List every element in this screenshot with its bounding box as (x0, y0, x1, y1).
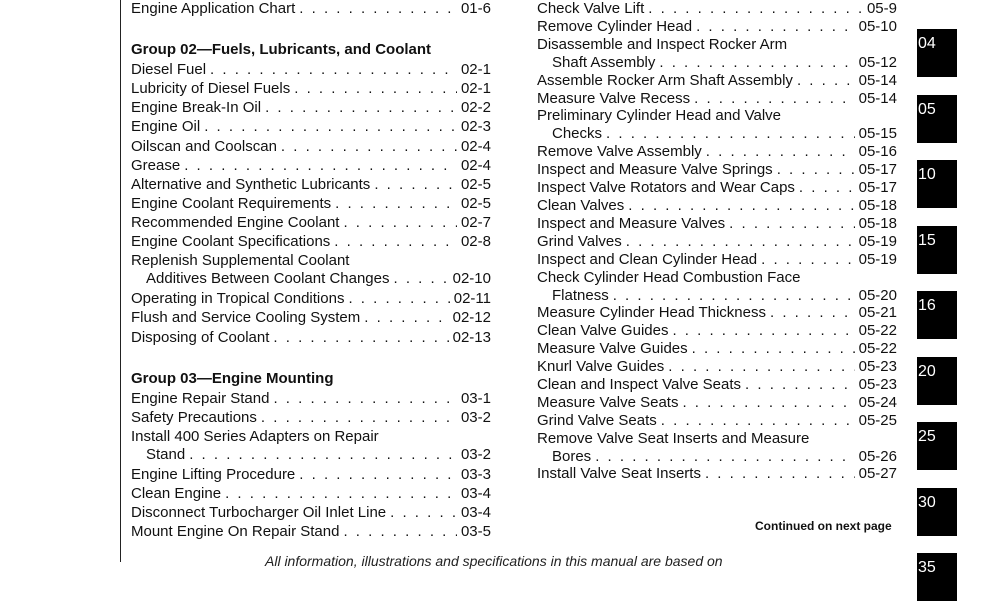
toc-entry-replenish-supplemental-coolant[interactable] (131, 252, 491, 288)
toc-entry-engine-lifting-procedure[interactable] (131, 466, 491, 484)
dot-leader (210, 61, 457, 79)
section-tab-30[interactable]: 30 (917, 488, 957, 536)
section-tab-25[interactable]: 25 (917, 422, 957, 470)
entry-title: Engine Break-In Oil (131, 99, 262, 117)
entry-title: Disconnect Turbocharger Oil Inlet Line (131, 504, 387, 522)
entry-page-number: 05-26 (858, 447, 897, 465)
dot-leader (659, 54, 854, 72)
section-tab-15[interactable]: 15 (917, 226, 957, 274)
dot-leader (184, 157, 457, 175)
entry-title: Grind Valve Seats (537, 411, 657, 429)
entry-title: Clean and Inspect Valve Seats (537, 375, 742, 393)
entry-title: Clean Valves (537, 196, 625, 214)
entry-page-number: 05-20 (858, 286, 897, 304)
dot-leader (294, 80, 457, 98)
entry-page-number: 05-17 (858, 161, 897, 179)
entry-title: Engine Coolant Specifications (131, 233, 331, 250)
dot-leader (261, 409, 457, 427)
entry-title: Assemble Rocker Arm Shaft Assembly (537, 71, 793, 89)
dot-leader (777, 161, 855, 179)
entry-page-number: 02-1 (460, 80, 491, 98)
entry-title: Engine Repair Stand (131, 389, 270, 407)
entry-page-number: 05-25 (858, 411, 897, 429)
section-tab-20[interactable]: 20 (917, 357, 957, 405)
entry-title: Inspect and Clean Cylinder Head (537, 250, 758, 268)
entry-page-number: 05-21 (858, 304, 897, 322)
entry-title: Measure Valve Guides (537, 340, 688, 358)
entry-title: Measure Valve Recess (537, 89, 691, 107)
dot-leader (682, 394, 854, 412)
entry-title: Clean Valve Guides (537, 322, 669, 340)
toc-entry-grind-valve-seats[interactable] (537, 412, 897, 430)
section-tab-16[interactable]: 16 (917, 291, 957, 339)
dot-leader (281, 138, 457, 156)
entry-title: Check Valve Lift (537, 0, 645, 17)
toc-entry-flush-and-service-cooling-system[interactable] (131, 309, 491, 327)
toc-entry-engine-coolant-requirements[interactable] (131, 195, 491, 213)
entry-page-number: 02-3 (460, 118, 491, 136)
section-tab-35[interactable]: 35 (917, 553, 957, 601)
dot-leader (648, 0, 863, 18)
entry-page-number: 05-19 (858, 250, 897, 268)
toc-entry-remove-valve-seat-inserts-and-measure[interactable] (537, 430, 897, 466)
entry-page-number: 03-1 (460, 389, 491, 407)
entry-page-number: 02-7 (460, 213, 491, 231)
toc-entry-measure-valve-recess[interactable] (537, 90, 897, 108)
entry-title-continued: Flatness (552, 286, 609, 304)
toc-entry-remove-valve-assembly[interactable] (537, 143, 897, 161)
entry-title: Grind Valves (537, 232, 622, 250)
toc-entry-remove-cylinder-head[interactable] (537, 18, 897, 36)
toc-entry-install-valve-seat-inserts[interactable] (537, 465, 897, 483)
dot-leader (348, 290, 449, 308)
toc-entry-install-400-series-adapters-on-repair[interactable] (131, 428, 491, 464)
entry-page-number: 02-2 (460, 99, 491, 117)
entry-page-number: 05-14 (858, 89, 897, 107)
entry-title: Inspect Valve Rotators and Wear Caps (537, 179, 795, 196)
entry-page-number: 02-11 (453, 290, 491, 308)
toc-entry-clean-valves[interactable] (537, 197, 897, 215)
entry-page-number: 02-1 (460, 61, 491, 79)
toc-entry-knurl-valve-guides[interactable] (537, 358, 897, 376)
entry-page-number: 05-9 (866, 0, 897, 17)
entry-page-number: 05-24 (858, 393, 897, 411)
dot-leader (770, 304, 855, 322)
dot-leader (273, 390, 457, 408)
toc-entry-oilscan-and-coolscan[interactable] (131, 138, 491, 156)
dot-leader (799, 179, 855, 197)
toc-entry-operating-in-tropical-conditions[interactable] (131, 290, 491, 308)
toc-entry-engine-coolant-specifications[interactable] (131, 233, 491, 251)
entry-page-number: 02-12 (452, 309, 491, 327)
entry-title: Disposing of Coolant (131, 328, 270, 346)
dot-leader (761, 251, 854, 269)
toc-entry-grind-valves[interactable] (537, 233, 897, 251)
entry-title: Inspect and Measure Valves (537, 214, 726, 232)
dot-leader (335, 195, 457, 213)
toc-entry-check-cylinder-head-combustion-face[interactable] (537, 269, 897, 305)
entry-title: Measure Cylinder Head Thickness (537, 304, 766, 322)
dot-leader (299, 0, 457, 18)
dot-leader (706, 143, 855, 161)
toc-entry-inspect-and-measure-valves[interactable] (537, 215, 897, 233)
toc-entry-grease[interactable] (131, 157, 491, 175)
toc-entry-disassemble-and-inspect-rocker-arm[interactable] (537, 36, 897, 72)
entry-title: Safety Precautions (131, 408, 257, 426)
entry-title: Remove Valve Assembly (537, 143, 702, 161)
page-left-border (120, 0, 121, 562)
dot-leader (696, 18, 855, 36)
entry-title: Flush and Service Cooling System (131, 309, 361, 327)
toc-entry-inspect-and-clean-cylinder-head[interactable] (537, 251, 897, 269)
section-tab-10[interactable]: 10 (917, 160, 957, 208)
entry-page-number: 03-5 (460, 523, 491, 541)
entry-title-continued: Additives Between Coolant Changes (146, 270, 390, 288)
entry-title: Diesel Fuel (131, 61, 207, 79)
toc-entry-measure-valve-seats[interactable] (537, 394, 897, 412)
dot-leader (595, 448, 854, 466)
dot-leader (606, 125, 855, 143)
entry-page-number: 02-5 (460, 175, 491, 193)
dot-leader (343, 214, 457, 232)
dot-leader (672, 322, 854, 340)
entry-page-number: 05-14 (858, 71, 897, 89)
entry-title: Engine Application Chart (131, 0, 296, 17)
section-tabs (917, 0, 957, 576)
entry-page-number: 03-2 (460, 445, 491, 463)
toc-entry-alternative-and-synthetic-lubricants[interactable] (131, 176, 491, 194)
toc-entry-clean-and-inspect-valve-seats[interactable] (537, 376, 897, 394)
entry-title: Disassemble and Inspect Rocker Arm (537, 35, 788, 53)
dot-leader (668, 358, 854, 376)
dot-leader (729, 215, 854, 233)
entry-title: Remove Cylinder Head (537, 17, 693, 35)
dot-leader (299, 466, 457, 484)
entry-page-number: 05-22 (858, 322, 897, 340)
dot-leader (225, 485, 457, 503)
toc-entry-measure-valve-guides[interactable] (537, 340, 897, 358)
section-tab-04[interactable]: 04 (917, 29, 957, 77)
toc-entry-check-valve-lift[interactable] (537, 0, 897, 18)
entry-page-number: 03-4 (460, 485, 491, 503)
dot-leader (374, 176, 457, 194)
entry-title: Clean Engine (131, 485, 222, 503)
entry-page-number: 05-15 (858, 125, 897, 143)
toc-entry-engine-oil[interactable] (131, 118, 491, 136)
toc-entry-inspect-valve-rotators-and-wear-caps[interactable] (537, 179, 897, 197)
entry-page-number: 03-2 (460, 408, 491, 426)
entry-title: Remove Valve Seat Inserts and Measure (537, 429, 810, 447)
entry-title: Grease (131, 156, 181, 174)
dot-leader (394, 270, 449, 288)
toc-entry-assemble-rocker-arm-shaft-assembly[interactable] (537, 72, 897, 90)
dot-leader (343, 523, 457, 541)
dot-leader (334, 233, 457, 251)
entry-title: Engine Coolant Requirements (131, 194, 332, 212)
toc-entry-engine-application-chart[interactable] (131, 0, 491, 18)
dot-leader (273, 329, 448, 347)
entry-title-continued: Checks (552, 125, 603, 143)
group-heading: Group 02—Fuels, Lubricants, and Coolant (131, 41, 432, 59)
toc-entry-diesel-fuel[interactable] (131, 61, 491, 79)
toc-entry-measure-cylinder-head-thickness[interactable] (537, 304, 897, 322)
section-tab-05[interactable]: 05 (917, 95, 957, 143)
entry-title: Check Cylinder Head Combustion Face (537, 268, 801, 286)
dot-leader (613, 287, 855, 305)
continued-note: Continued on next page (755, 519, 892, 533)
dot-leader (745, 376, 855, 394)
toc-entry-clean-engine[interactable] (131, 485, 491, 503)
entry-title: Engine Lifting Procedure (131, 466, 296, 483)
entry-page-number: 02-13 (452, 328, 491, 346)
entry-page-number: 05-19 (858, 232, 897, 250)
entry-page-number: 05-27 (858, 465, 897, 483)
entry-page-number: 05-22 (858, 340, 897, 358)
toc-entry-recommended-engine-coolant[interactable] (131, 214, 491, 232)
entry-page-number: 02-4 (460, 137, 491, 155)
toc-entry-engine-repair-stand[interactable] (131, 390, 491, 408)
entry-page-number: 05-12 (858, 53, 897, 71)
dot-leader (189, 446, 457, 464)
dot-leader (628, 197, 854, 215)
toc-entry-inspect-and-measure-valve-springs[interactable] (537, 161, 897, 179)
toc-entry-lubricity-of-diesel-fuels[interactable] (131, 80, 491, 98)
toc-entry-disposing-of-coolant[interactable] (131, 329, 491, 347)
entry-page-number: 05-10 (858, 17, 897, 35)
entry-title: Replenish Supplemental Coolant (131, 252, 350, 270)
entry-title: Recommended Engine Coolant (131, 213, 340, 231)
toc-entry-clean-valve-guides[interactable] (537, 322, 897, 340)
entry-title: Install Valve Seat Inserts (537, 465, 701, 483)
dot-leader (626, 233, 855, 251)
dot-leader (694, 90, 855, 108)
entry-title: Inspect and Measure Valve Springs (537, 161, 773, 179)
entry-title-continued: Stand (146, 445, 186, 463)
dot-leader (390, 504, 457, 522)
entry-page-number: 05-23 (858, 375, 897, 393)
dot-leader (265, 99, 457, 117)
toc-entry-engine-break-in-oil[interactable] (131, 99, 491, 117)
dot-leader (797, 72, 855, 90)
entry-page-number: 05-16 (858, 143, 897, 161)
dot-leader (705, 465, 855, 483)
dot-leader (364, 309, 448, 327)
entry-title: Mount Engine On Repair Stand (131, 523, 340, 541)
entry-title: Install 400 Series Adapters on Repair (131, 427, 379, 445)
entry-page-number: 03-3 (460, 466, 491, 483)
entry-page-number: 02-5 (460, 194, 491, 212)
entry-page-number: 05-23 (858, 358, 897, 375)
entry-page-number: 02-8 (460, 233, 491, 250)
entry-title: Measure Valve Seats (537, 393, 679, 411)
toc-entry-mount-engine-on-repair-stand[interactable] (131, 523, 491, 541)
entry-title: Alternative and Synthetic Lubricants (131, 175, 371, 193)
entry-page-number: 05-18 (858, 214, 897, 232)
toc-entry-safety-precautions[interactable] (131, 409, 491, 427)
entry-title-continued: Bores (552, 447, 592, 465)
entry-page-number: 01-6 (460, 0, 491, 17)
entry-page-number: 05-18 (858, 196, 897, 214)
dot-leader (661, 412, 855, 430)
entry-page-number: 03-4 (460, 504, 491, 522)
dot-leader (692, 340, 855, 358)
footer-disclaimer: All information, illustrations and specifications in this manual are based on (265, 553, 723, 569)
entry-page-number: 05-17 (858, 179, 897, 196)
entry-title: Engine Oil (131, 118, 201, 136)
entry-title: Preliminary Cylinder Head and Valve (537, 107, 781, 125)
entry-title: Operating in Tropical Conditions (131, 290, 345, 308)
entry-title: Oilscan and Coolscan (131, 137, 277, 155)
entry-title: Lubricity of Diesel Fuels (131, 80, 291, 98)
toc-entry-disconnect-turbocharger-oil-inlet-line[interactable] (131, 504, 491, 522)
dot-leader (204, 118, 457, 136)
group-heading: Group 03—Engine Mounting (131, 369, 334, 387)
toc-entry-preliminary-cylinder-head-and-valve[interactable] (537, 107, 897, 143)
entry-title: Knurl Valve Guides (537, 358, 665, 375)
entry-page-number: 02-10 (452, 270, 491, 288)
entry-page-number: 02-4 (460, 156, 491, 174)
entry-title-continued: Shaft Assembly (552, 53, 656, 71)
